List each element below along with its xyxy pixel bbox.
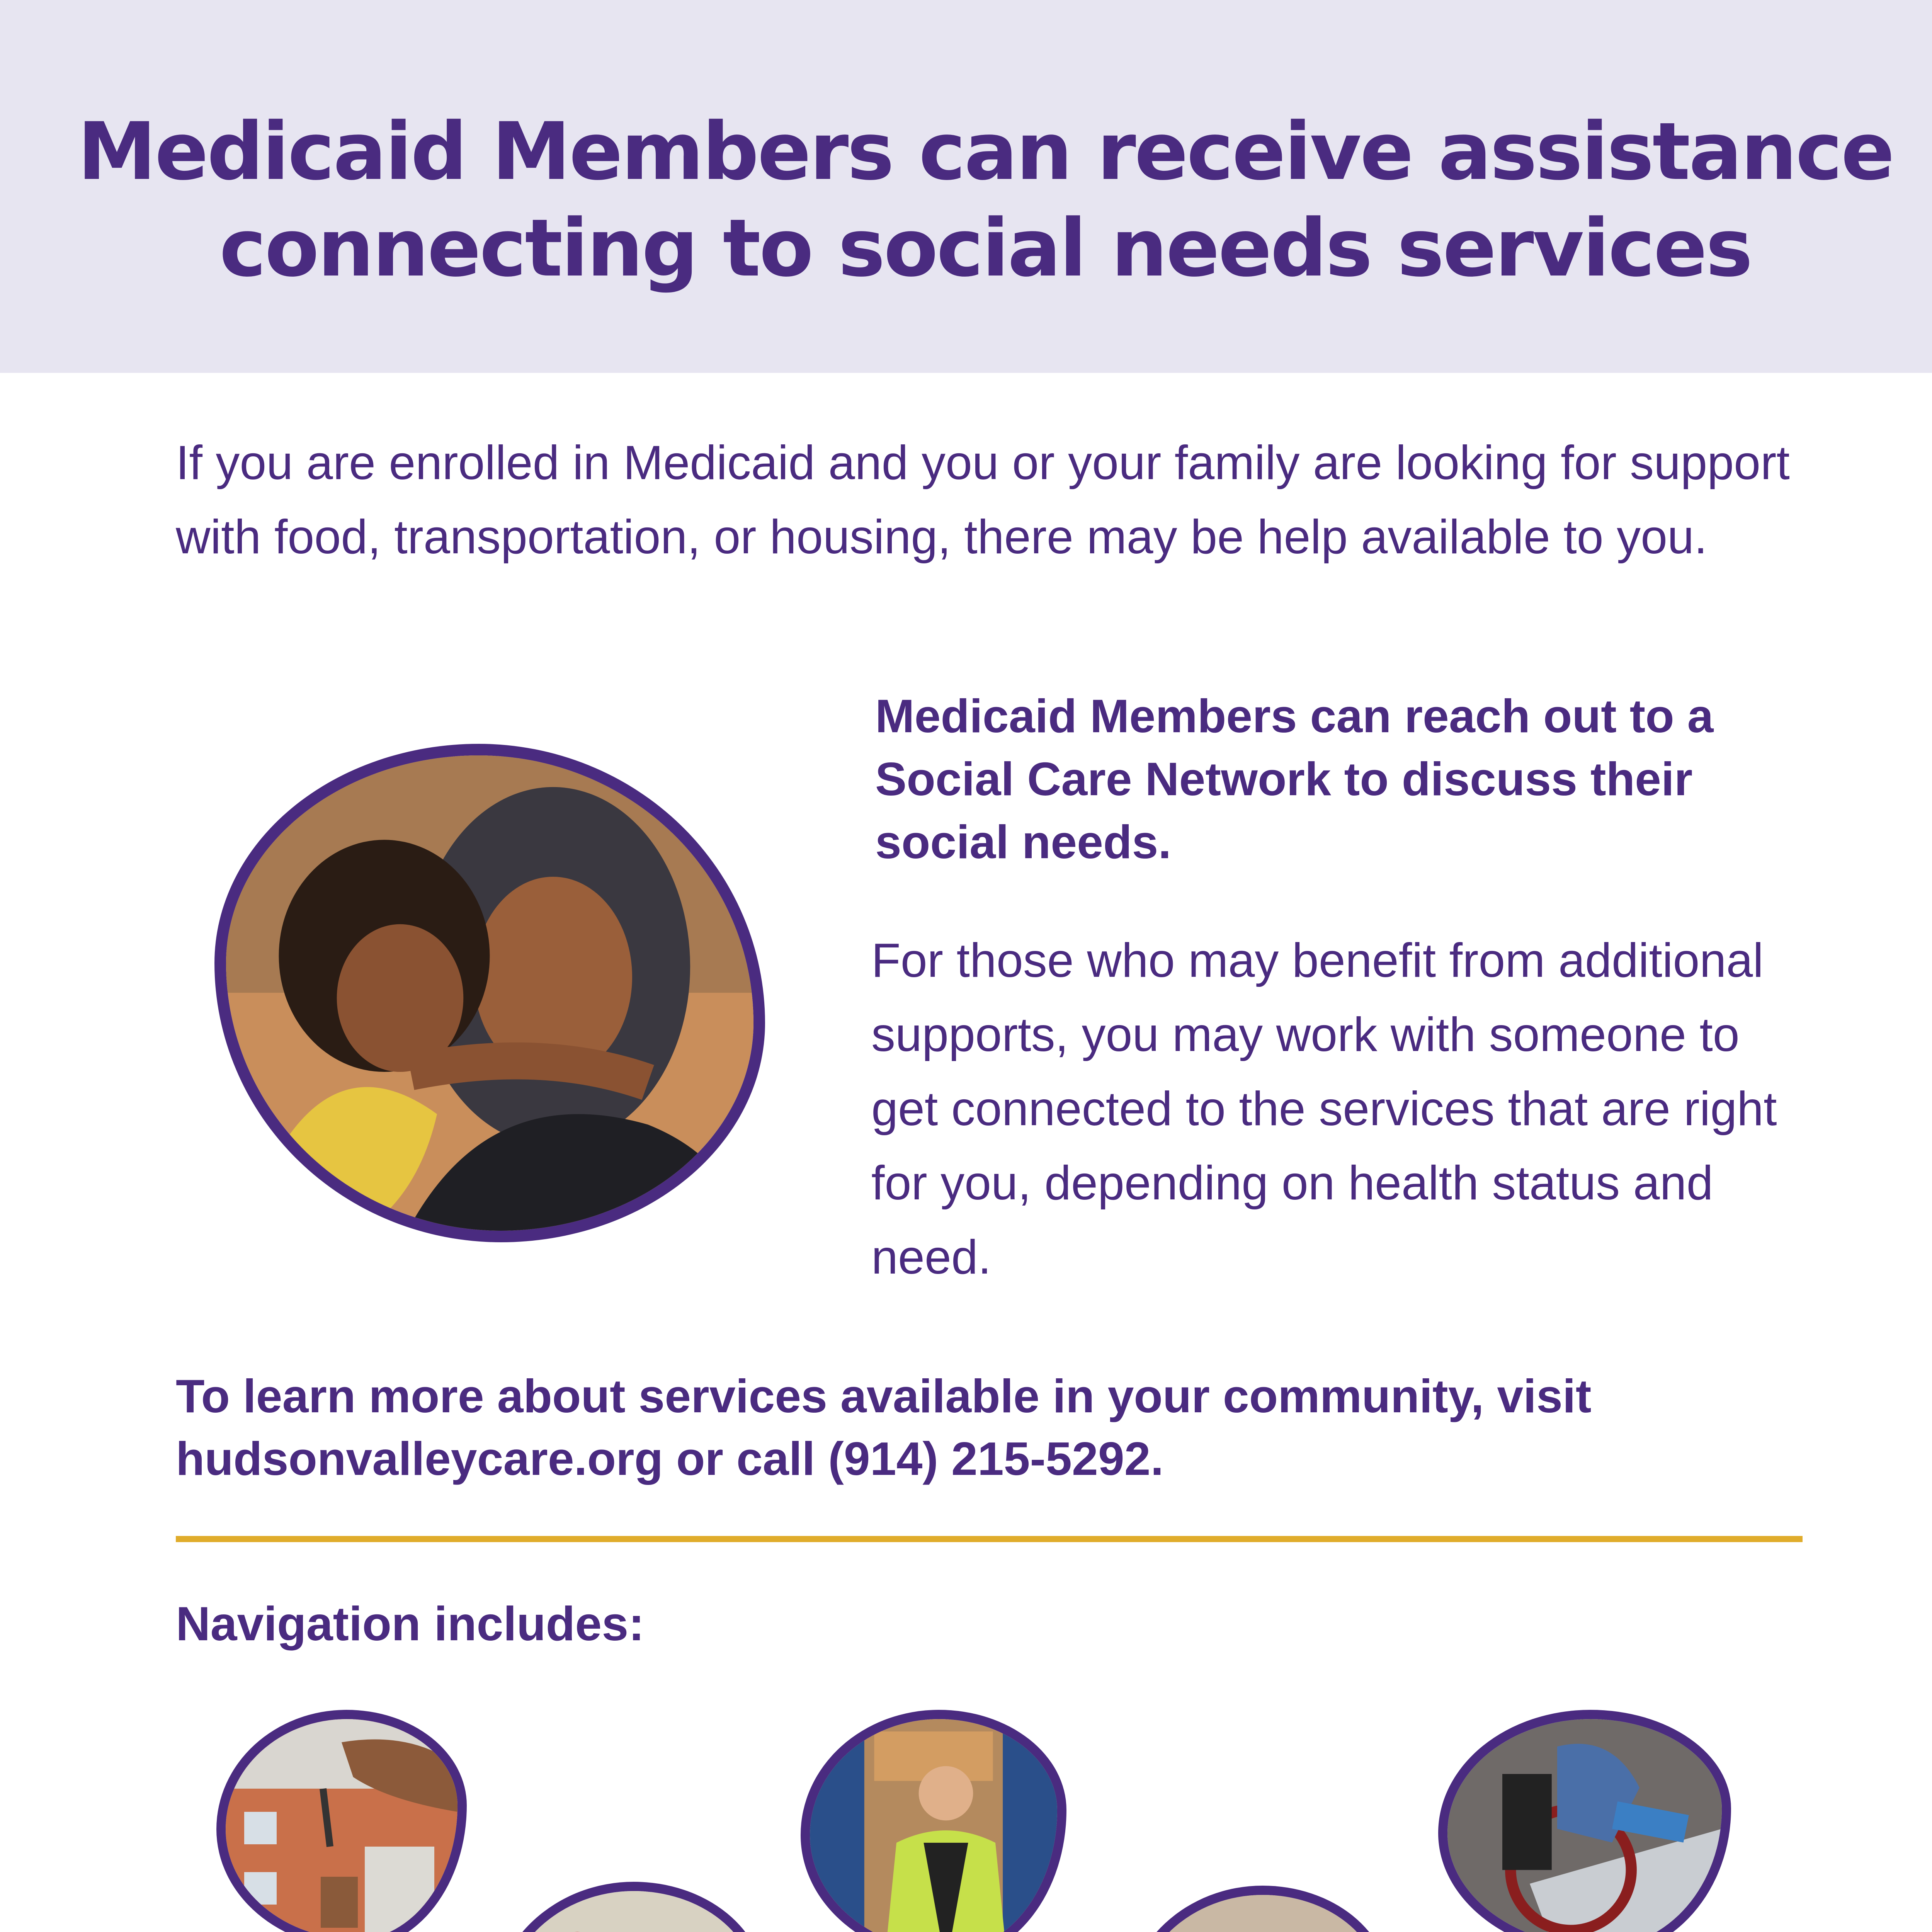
education-lecture-hall-illustration [1134,1895,1381,1932]
benefit-paragraph: For those who may benefit from additional supports, you may work with someone to get connected to the services that are right for you, depending on health status and need. [871,934,1777,1284]
hug-illustration [226,755,753,1242]
hero-photo-parent-child-hug [214,744,765,1242]
navigation-heading: Navigation includes: [176,1597,645,1651]
transportation-photo [1438,1710,1731,1932]
nutrition-photo [492,1882,765,1932]
employment-photo [801,1710,1066,1932]
housing-photo [216,1710,467,1932]
transportation-wheelchair-ramp-illustration [1447,1719,1722,1932]
social-care-network-callout: Medicaid Members can reach out to a Social Care Network to discuss their social needs. [875,690,1714,868]
nutrition-food-illustration [501,1891,756,1932]
employment-warehouse-illustration [810,1719,1057,1932]
learn-more-contact: To learn more about services available in your community, visit hudsonvalleycare.org or call (914) 215-5292. [176,1370,1592,1485]
page-title: Medicaid Members can receive assistance connecting to social needs services [77,106,1893,294]
education-photo [1124,1886,1390,1932]
housing-key-illustration [226,1719,457,1932]
section-divider [176,1536,1803,1542]
intro-paragraph: If you are enrolled in Medicaid and you or your family are looking for support with food, transportation, or housing, there may be help available to you. [176,436,1790,564]
